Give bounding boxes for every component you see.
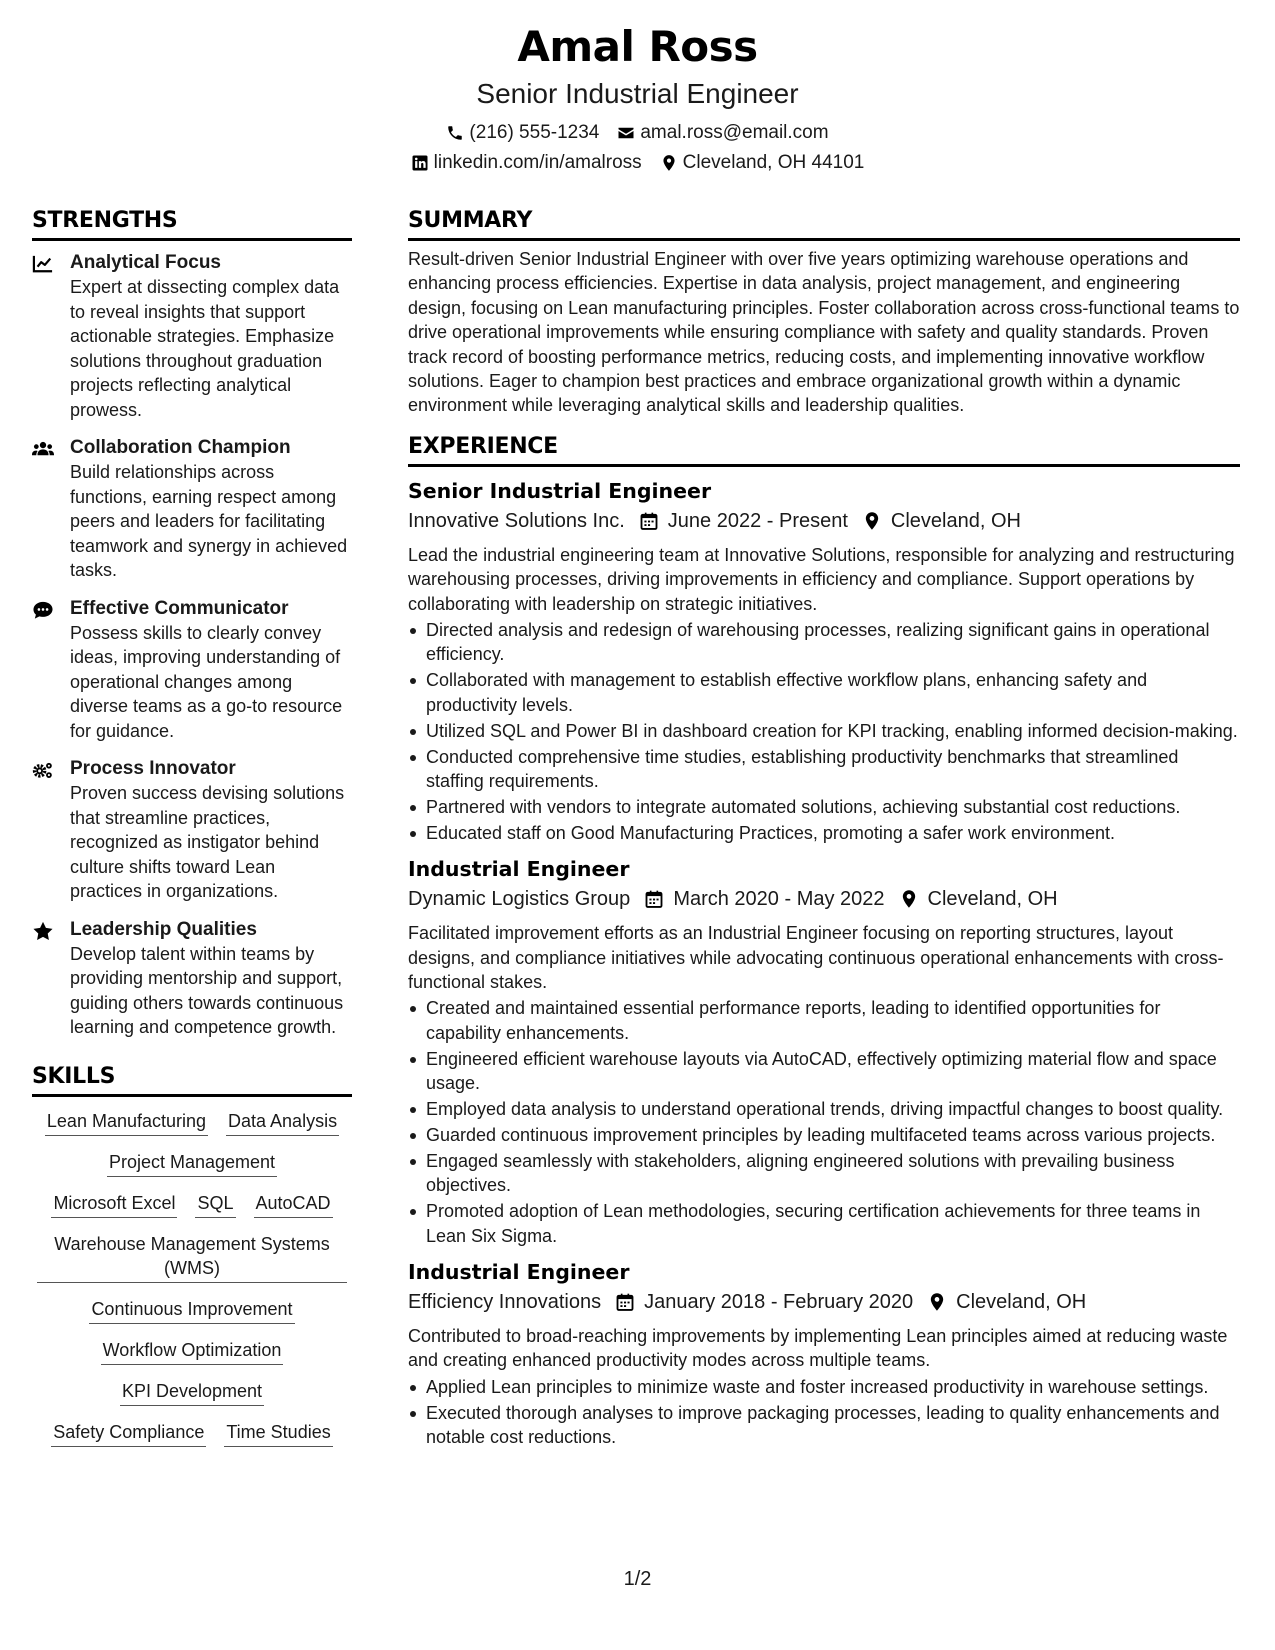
envelope-icon [617, 124, 635, 142]
job-entry [408, 477, 1240, 845]
job-title: Industrial Engineer [408, 857, 630, 882]
job-title: Industrial Engineer [408, 1260, 630, 1284]
bullet-item: Partnered with vendors to integrate automated solutions, achieving substantial cost reductions. [408, 795, 1240, 819]
phone-text: (216) 555-1234 [469, 122, 600, 143]
bullet-item: Directed analysis and redesign of warehousing processes, realizing significant gains in operational efficiency. [408, 618, 1240, 667]
summary-heading: SUMMARY [408, 206, 1240, 241]
email-text: amal.ross@email.com [640, 122, 829, 143]
right-column [408, 206, 1240, 1451]
skill-tag: Microsoft Excel [51, 1191, 177, 1218]
job-meta [408, 1288, 1240, 1316]
skill-row [32, 1297, 352, 1324]
skill-row [32, 1191, 352, 1218]
company-name: Dynamic Logistics Group [408, 888, 631, 911]
contact-row-1 [0, 120, 1275, 146]
strength-description: Build relationships across functions, earning respect among peers and leaders for facilitating teamwork and synergy in achieved tasks. [70, 462, 348, 580]
company-name: Innovative Solutions Inc. [408, 509, 625, 532]
summary-text: Result-driven Senior Industrial Engineer with over five years optimizing warehouse operations and enhancing process efficiencies. Expertise in data analysis, project management, and engineering design, focusing on Lean manufacturing principles. Foster collaboration across cross-functional teams to drive operational improvements while ensuring compliance with safety and quality standards. Proven track record of boosting performance metrics, reducing costs, and implementing innovative workflow solutions. Eager to champion best practices and embrace organizational growth within a dynamic environment while leveraging analytical skills and leadership qualities. [408, 249, 1240, 416]
skill-tag: Lean Manufacturing [45, 1109, 208, 1136]
strength-body [70, 597, 352, 744]
skill-row [32, 1150, 352, 1177]
bullet-item: Educated staff on Good Manufacturing Practices, promoting a safer work environment. [408, 821, 1240, 845]
bullet-item: Utilized SQL and Power BI in dashboard creation for KPI tracking, enabling informed decision-making. [408, 719, 1240, 743]
bullet-item: Engineered efficient warehouse layouts via AutoCAD, effectively optimizing material flow and space usage. [408, 1047, 1240, 1096]
map-pin-icon [927, 1292, 947, 1312]
users-icon [32, 436, 70, 583]
skill-tag: Warehouse Management Systems (WMS) [37, 1232, 347, 1283]
strength-item [32, 251, 352, 422]
job-title: Senior Industrial Engineer [408, 478, 712, 503]
calendar-icon [615, 1292, 635, 1312]
contact-row-2 [0, 150, 1275, 176]
strength-title: Process Innovator [70, 758, 236, 779]
strength-item [32, 918, 352, 1040]
email-contact[interactable] [617, 120, 828, 146]
job-description: Facilitated improvement efforts as an Industrial Engineer focusing on reporting structures, layout designs, and compliance initiatives while advocating continuous operational enhancements with cross-functional stakes. [408, 923, 1224, 993]
skill-row [32, 1109, 352, 1136]
skill-row [32, 1338, 352, 1365]
resume-header [0, 20, 1275, 176]
experience-heading: EXPERIENCE [408, 432, 1240, 467]
skills-heading: SKILLS [32, 1062, 352, 1097]
candidate-title: Senior Industrial Engineer [476, 78, 799, 109]
phone-contact [446, 120, 599, 146]
skill-tag: Safety Compliance [51, 1420, 206, 1447]
map-pin-icon [660, 154, 678, 172]
job-description: Lead the industrial engineering team at Innovative Solutions, responsible for analyzing and restructuring warehousing processes, driving improvements in efficiency and compliance. Support operations by collaborating with leadership on strategic initiatives. [408, 544, 1235, 614]
strength-body [70, 918, 352, 1040]
skill-tag: Data Analysis [226, 1109, 339, 1136]
left-column [32, 206, 352, 1461]
job-location: Cleveland, OH [927, 888, 1058, 911]
company-name: Efficiency Innovations [408, 1291, 602, 1313]
strength-description: Proven success devising solutions that streamline practices, recognized as instigator behind culture shifts toward Lean practices in organizations. [70, 783, 345, 901]
skills-list [32, 1109, 352, 1447]
location-text: Cleveland, OH 44101 [682, 152, 865, 173]
chart-line-icon [32, 251, 70, 422]
linkedin-contact[interactable] [411, 150, 642, 176]
skill-tag: Workflow Optimization [101, 1338, 284, 1365]
comment-dots-icon [32, 597, 70, 744]
calendar-icon [644, 889, 664, 909]
strength-body [70, 757, 352, 904]
calendar-icon [639, 511, 659, 531]
phone-icon [446, 124, 464, 142]
strength-description: Expert at dissecting complex data to reveal insights that support actionable strategies. Emphasize solutions throughout graduation projects reflecting analytical prowess. [70, 277, 340, 420]
skill-row [32, 1420, 352, 1447]
bullet-item: Executed thorough analyses to improve packaging processes, leading to quality enhancements and notable cost reductions. [408, 1401, 1240, 1450]
bullet-item: Engaged seamlessly with stakeholders, aligning engineered solutions with prevailing business objectives. [408, 1149, 1240, 1198]
bullet-item: Created and maintained essential performance reports, leading to identified opportunities for capability enhancements. [408, 996, 1240, 1045]
job-dates: June 2022 - Present [667, 509, 848, 532]
skill-tag: KPI Development [120, 1379, 264, 1406]
strength-body [70, 436, 352, 583]
skill-row [32, 1379, 352, 1406]
strengths-list [32, 251, 352, 1040]
strength-item [32, 757, 352, 904]
job-meta [408, 507, 1240, 535]
linkedin-text: linkedin.com/in/amalross [433, 152, 642, 173]
strengths-heading: STRENGTHS [32, 206, 352, 241]
location-contact [660, 150, 865, 176]
job-description: Contributed to broad-reaching improvements by implementing Lean principles aimed at reducing waste and creating enhanced productivity modes across multiple teams. [408, 1326, 1228, 1371]
strength-title: Analytical Focus [70, 252, 221, 273]
map-pin-icon [899, 889, 919, 909]
job-meta [408, 885, 1240, 913]
strength-item [32, 597, 352, 744]
job-entry [408, 855, 1240, 1248]
strength-title: Effective Communicator [70, 597, 289, 619]
job-bullets [408, 996, 1240, 1248]
map-pin-icon [862, 511, 882, 531]
bullet-item: Conducted comprehensive time studies, establishing productivity benchmarks that streamlined staffing requirements. [408, 745, 1240, 794]
strength-item [32, 436, 352, 583]
strength-body [70, 251, 352, 422]
bullet-item: Guarded continuous improvement principles by leading multifaceted teams across various projects. [408, 1123, 1240, 1147]
strength-title: Leadership Qualities [70, 918, 257, 940]
linkedin-icon [411, 154, 429, 172]
strength-description: Develop talent within teams by providing mentorship and support, guiding others towards continuous learning and competence growth. [70, 943, 344, 1037]
job-location: Cleveland, OH [956, 1291, 1087, 1313]
gears-icon [32, 757, 70, 904]
job-dates: January 2018 - February 2020 [644, 1291, 914, 1313]
strength-description: Possess skills to clearly convey ideas, improving understanding of operational changes among diverse teams as a go-to resource for guidance. [70, 622, 343, 741]
star-icon [32, 918, 70, 1040]
candidate-name: Amal Ross [517, 22, 758, 71]
bullet-item: Applied Lean principles to minimize waste and foster increased productivity in warehouse settings. [408, 1375, 1240, 1399]
skill-tag: AutoCAD [254, 1191, 333, 1218]
bullet-item: Collaborated with management to establish effective workflow plans, enhancing safety and productivity levels. [408, 668, 1240, 717]
page-number: 1/2 [623, 1568, 652, 1590]
skill-row [32, 1232, 352, 1283]
strength-title: Collaboration Champion [70, 437, 291, 458]
skill-tag: Continuous Improvement [89, 1297, 294, 1324]
job-dates: March 2020 - May 2022 [673, 888, 885, 911]
job-location: Cleveland, OH [890, 509, 1021, 532]
bullet-item: Employed data analysis to understand operational trends, driving impactful changes to boost quality. [408, 1097, 1240, 1121]
job-entry [408, 1258, 1240, 1450]
skill-tag: Project Management [107, 1150, 277, 1177]
skill-tag: SQL [195, 1191, 235, 1218]
skill-tag: Time Studies [224, 1420, 332, 1447]
job-bullets [408, 1375, 1240, 1450]
bullet-item: Promoted adoption of Lean methodologies, securing certification achievements for three teams in Lean Six Sigma. [408, 1199, 1240, 1248]
job-bullets [408, 618, 1240, 845]
